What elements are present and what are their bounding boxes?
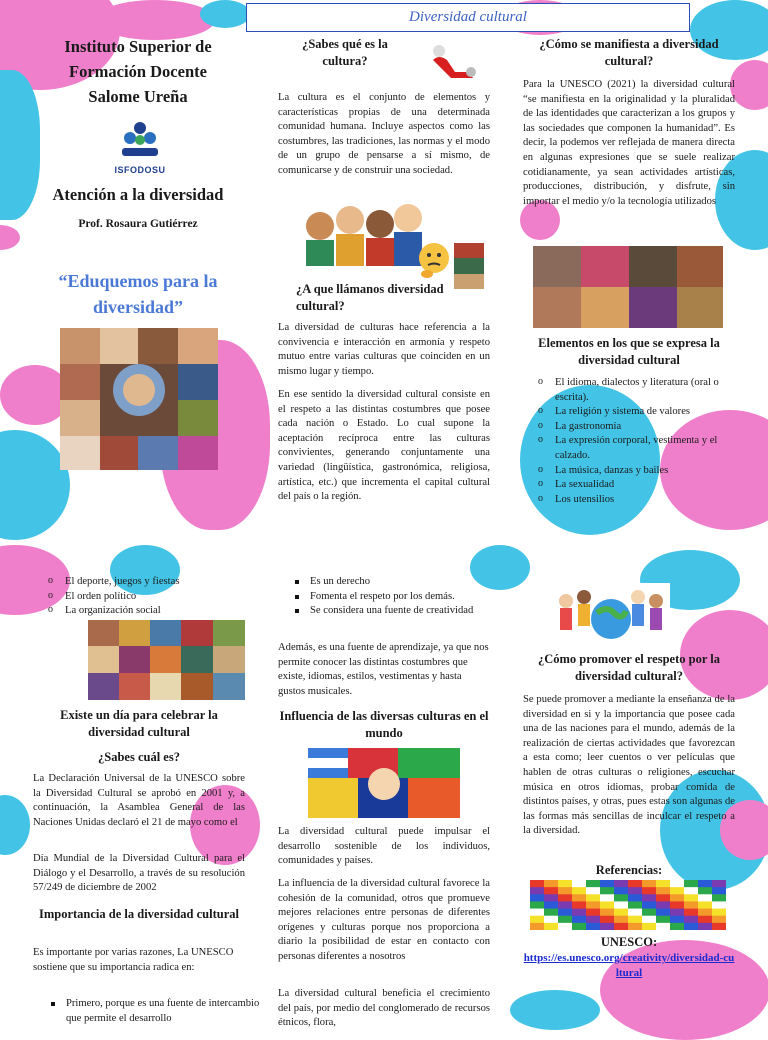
day-text-2: Día Mundial de la Diversidad Cultural para el Diálogo y el Desarrollo, a través de su resolución 57/249 de diciembre de 2002 <box>33 853 245 894</box>
influence-heading: Influencia de las diversas culturas en el mundo <box>279 709 489 740</box>
list-item: o El orden político <box>65 590 265 605</box>
list-item: o El deporte, juegos y fiestas <box>65 575 265 590</box>
influence-text-1: La diversidad cultural puede impulsar el desarrollo sostenible de los individuos, comunidades y países. <box>278 826 490 867</box>
elements-heading: Elementos en los que se expresa la diversidad cultural <box>538 336 720 367</box>
decorative-blob <box>200 0 250 28</box>
promote-text: Se puede promover a mediante la enseñanza de la diversidad en si y la importancia que posee cada una de las naciones para el mundo, además de la realización de ciertas actividades que favorezcan a esta como; leer cuentos o ver películas que hablen de otras culturas o religiones, escuchar música en otros idiomas, probar comida de distintos países, y otras, pues estas son algunas de las formas más sencillas de inculcar el respeto a la diversidad. <box>523 694 735 837</box>
decorative-blob <box>730 60 768 110</box>
culture-question: ¿Sabes qué es la cultura? <box>302 37 388 68</box>
day-heading: Existe un día para celebrar la diversidad cultural <box>60 708 218 739</box>
promote-heading: ¿Cómo promover el respeto por la diversidad cultural? <box>537 652 721 683</box>
decorative-blob <box>0 225 20 250</box>
list-item: o La sexualidad <box>555 478 755 493</box>
logo-icon <box>108 120 172 160</box>
culture-grid-photo <box>88 620 245 700</box>
references-source: UNESCO: <box>600 935 658 949</box>
figure-icon <box>425 42 480 82</box>
importance-intro: Es importante por varias razones, La UNESCO sostiene que su importancia radica en: <box>33 947 234 973</box>
thinking-emoji <box>417 240 451 284</box>
institute-name: Instituto Superior de Formación Docente Salome Ureña <box>64 37 212 106</box>
cover-heading: Atención a la diversidad <box>52 185 224 204</box>
decorative-blob <box>510 990 600 1030</box>
diversity-question: ¿A que llámanos diversidad cultural? <box>296 282 444 313</box>
list-item: o La religión y sistema de valores <box>555 405 755 420</box>
thinking-face-icon <box>417 240 451 284</box>
elements-list <box>533 376 755 507</box>
cover-collage <box>60 328 218 470</box>
list-item: Se considera una fuente de creatividad <box>310 604 510 619</box>
isfodosu-logo <box>108 120 172 176</box>
elements-list-continued <box>43 575 265 619</box>
list-item: o El idioma, dialectos y literatura (oral o escrita). <box>555 376 755 405</box>
diversity-text-2: En ese sentido la diversidad cultural consiste en el respeto a las distintas costumbres que posee cada nación o Estado. Lo cual supone la aceptación recíproca entre las culturas convivientes, generando conjuntamente una variedad (lingüística, gastronómica, religiosa, artística, etc.) que incrementa el capital cultural del país o la región. <box>278 389 490 503</box>
professor-name: Prof. Rosaura Gutiérrez <box>78 218 198 230</box>
list-item: o Los utensilios <box>555 493 755 508</box>
diversity-text-1: La diversidad de culturas hace referencia a la convivencia e interacción en armonía y respeto mutuo entre varias culturas que coinciden en un mismo lugar y tiempo. <box>278 322 490 377</box>
list-item: Primero, porque es una fuente de intercambio que permite el desarrollo <box>66 997 266 1026</box>
influence-text-2: La influencia de la diversidad cultural favorece la cohesión de la comunidad, otros que promueve mejores relaciones entre personas de diferentes orígenes y culturas porque nos proporciona a diario la posibilidad de estar en contacto con personas diferentes a nosotros <box>278 878 490 962</box>
reference-link[interactable]: https://es.unesco.org/creativity/diversidad-cultural <box>523 952 735 979</box>
list-item: o La organización social <box>65 604 265 619</box>
list-item: Es un derecho <box>310 575 510 590</box>
manifest-question: ¿Cómo se manifiesta a diversidad cultural? <box>539 37 719 68</box>
wiphala-flag-image <box>530 880 726 930</box>
culture-illustration <box>300 190 428 268</box>
day-question: ¿Sabes cuál es? <box>98 750 180 764</box>
day-text-1: La Declaración Universal de la UNESCO sobre la Diversidad Cultural se aprobó en 2001 y, a continuación, la Asamblea General de las Naciones Unidas declaró el 21 de mayo como el <box>33 773 245 828</box>
references-heading: Referencias: <box>595 863 663 877</box>
references-link-wrap <box>523 951 735 980</box>
red-figure-image <box>425 42 480 82</box>
people-collage <box>533 246 723 328</box>
importance-heading: Importancia de la diversidad cultural <box>38 907 239 921</box>
importance-list <box>46 997 266 1026</box>
list-item: o La expresión corporal, vestimenta y el calzado. <box>555 434 755 463</box>
banner-title: Diversidad cultural <box>409 9 527 25</box>
logo-text: ISFODOSU <box>114 165 166 175</box>
manifest-text: Para la UNESCO (2021) la diversidad cultural “se manifiesta en la originalidad y la pluralidad de las identidades que caracterizan a los grupos y las sociedades que componen la humanidad”. Es decir, la podemos ver reflejada de manera directa en algunas expresiones que se suele realizar cotidianamente, ya sean actividades artísticas, producciones, distribución, y disfrute, sin importar el medio y/o la tecnología utilizados <box>523 79 735 207</box>
small-photo <box>454 243 484 289</box>
culture-text: La cultura es el conjunto de elementos y características propias de una determinada comunidad humana. Incluye aspectos como las costumbres, las tradiciones, las normas y el modo de un grupo de pensarse a sí mismo, de comunicarse y de construir una sociedad. <box>278 92 490 176</box>
importance-bullets <box>290 575 510 619</box>
flags-image <box>308 748 460 818</box>
list-item: o La gastronomía <box>555 420 755 435</box>
decorative-blob <box>0 795 30 855</box>
importance-text: Además, es una fuente de aprendizaje, ya que nos permite conocer las distintas costumbres que existe, idiomas, estilos, vestimentas y hasta gustos musicales. <box>278 642 489 697</box>
list-item: o La música, danzas y bailes <box>555 464 755 479</box>
list-item: Fomenta el respeto por los demás. <box>310 590 510 605</box>
slogan: “Eduquemos para la diversidad” <box>58 271 218 317</box>
banner <box>246 3 690 32</box>
children-globe-image <box>552 583 670 643</box>
influence-text-3: La diversidad cultural beneficia el crecimiento del país, por medio del conglomerado de recursos étnicos, flora, <box>278 988 490 1029</box>
